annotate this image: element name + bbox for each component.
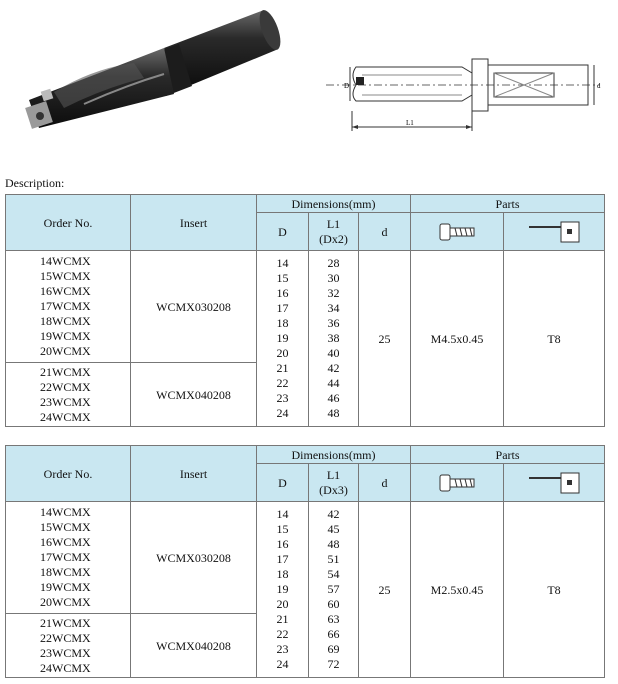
D-values: 14 15 16 17 18 19 20 21 22 23 24 bbox=[257, 502, 309, 678]
screw-icon-cell bbox=[411, 464, 504, 502]
order-list-1: 14WCMX 15WCMX 16WCMX 17WCMX 18WCMX 19WCMX 20WCMX bbox=[40, 254, 91, 358]
header-insert: Insert bbox=[131, 195, 257, 251]
order-list-2: 21WCMX 22WCMX 23WCMX 24WCMX bbox=[40, 364, 91, 424]
spec-table-dx3 bbox=[5, 445, 605, 678]
technical-drawing bbox=[322, 55, 604, 135]
order-group-2 bbox=[6, 614, 131, 678]
order-list-2: 21WCMX 22WCMX 23WCMX 24WCMX bbox=[40, 615, 91, 675]
insert-group-1: WCMX030208 bbox=[131, 251, 257, 363]
header-order-no: Order No. bbox=[6, 195, 131, 251]
L1-values: 28 30 32 34 36 38 40 42 44 46 48 bbox=[309, 251, 359, 427]
screw-value: M2.5x0.45 bbox=[411, 502, 504, 678]
spec-table-dx2 bbox=[5, 194, 605, 427]
wrench-value: T8 bbox=[504, 251, 605, 427]
header-order-no: Order No. bbox=[6, 446, 131, 502]
order-list-1: 14WCMX 15WCMX 16WCMX 17WCMX 18WCMX 19WCMX 20WCMX bbox=[40, 505, 91, 609]
drawing-label-l1: L1 bbox=[406, 119, 414, 127]
header-D: D bbox=[257, 464, 309, 502]
header-parts: Parts bbox=[411, 446, 605, 464]
header-d: d bbox=[359, 213, 411, 251]
screw-value: M4.5x0.45 bbox=[411, 251, 504, 427]
header-insert: Insert bbox=[131, 446, 257, 502]
screw-icon bbox=[437, 221, 477, 243]
header-d: d bbox=[359, 464, 411, 502]
description-label: Description: bbox=[5, 176, 65, 190]
wrench-icon-cell bbox=[504, 464, 605, 502]
wrench-value: T8 bbox=[504, 502, 605, 678]
insert-group-1: WCMX030208 bbox=[131, 502, 257, 614]
D-values: 14 15 16 17 18 19 20 21 22 23 24 bbox=[257, 251, 309, 427]
screw-icon bbox=[437, 472, 477, 494]
wrench-icon bbox=[527, 219, 581, 245]
d-value: 25 bbox=[359, 502, 411, 678]
header-dimensions: Dimensions(mm) bbox=[257, 446, 411, 464]
order-group-1 bbox=[6, 251, 131, 363]
wrench-icon bbox=[527, 470, 581, 496]
wrench-icon-cell bbox=[504, 213, 605, 251]
order-group-1 bbox=[6, 502, 131, 614]
order-group-2 bbox=[6, 363, 131, 427]
d-value: 25 bbox=[359, 251, 411, 427]
drawing-label-d: d bbox=[597, 82, 601, 90]
header-parts: Parts bbox=[411, 195, 605, 213]
insert-group-2: WCMX040208 bbox=[131, 614, 257, 678]
screw-icon-cell bbox=[411, 213, 504, 251]
insert-group-2: WCMX040208 bbox=[131, 363, 257, 427]
header-D: D bbox=[257, 213, 309, 251]
header-L1: L1 (Dx2) bbox=[309, 213, 359, 251]
header-L1: L1 (Dx3) bbox=[309, 464, 359, 502]
drawing-label-D: D bbox=[344, 82, 350, 90]
header-dimensions: Dimensions(mm) bbox=[257, 195, 411, 213]
L1-values: 42 45 48 51 54 57 60 63 66 69 72 bbox=[309, 502, 359, 678]
drill-photo bbox=[14, 8, 282, 130]
